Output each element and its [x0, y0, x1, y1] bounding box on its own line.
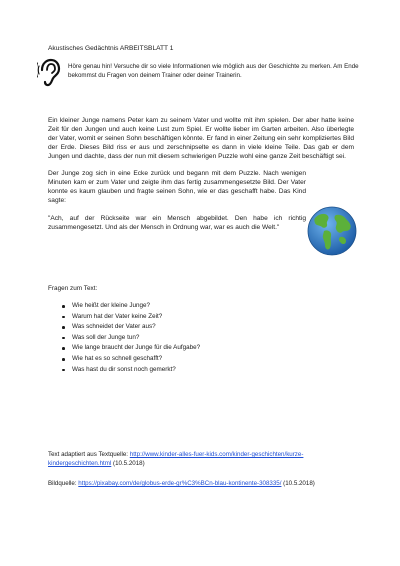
- worksheet-title: Akustisches Gedächtnis ARBEITSBLATT 1: [48, 45, 174, 52]
- questions-list: [60, 301, 200, 375]
- text-source: [48, 450, 358, 468]
- image-source: [48, 479, 358, 488]
- question-item: Wie heißt der kleine Junge?: [60, 301, 200, 312]
- globe-icon: [306, 205, 358, 257]
- text-source-link[interactable]: http://www.kinder-alles-fuer-kids.com/kinder-geschichten/kurze-kindergeschichten.html: [48, 451, 304, 467]
- question-item: Was soll der Junge tun?: [60, 333, 200, 344]
- image-source-date: (10.5.2018): [281, 480, 315, 487]
- text-source-date: (10.5.2018): [111, 460, 145, 467]
- question-item: Was hast du dir sonst noch gemerkt?: [60, 365, 200, 376]
- story-paragraph-1: Ein kleiner Junge namens Peter kam zu seinem Vater und wollte mit ihm spielen. Der aber hatte keine Zeit für den Jungen und auch keine Lust zum Spiel. Er wollte lieber im Garten arbeiten. Also überlegte der Vater, womit er seinen Sohn beschäftigen könnte. Er fand in einer Zeitung ein sehr kompliziertes Bild der Erde. Dieses Bild riss er aus und zerschnipselte es dann in viele kleine Teile. Das gab er dem Jungen und dachte, dass der nun mit diesem schwierigen Puzzle wohl eine ganze Zeit beschäftigt sei.: [48, 117, 354, 160]
- image-source-prefix: Bildquelle:: [48, 480, 79, 487]
- instruction-text: Höre genau hin! Versuche dir so viele Informationen wie möglich aus der Geschichte zu merken. Am Ende bekommst du Fragen von deinem Trainer oder deiner Trainerin.: [68, 63, 359, 79]
- image-source-link[interactable]: https://pixabay.com/de/globus-erde-gr%C3%BCn-blau-kontinente-308335/: [78, 480, 282, 487]
- question-item: Wie hat es so schnell geschafft?: [60, 354, 200, 365]
- question-item: Warum hat der Vater keine Zeit?: [60, 312, 200, 323]
- story-quote: "Ach, auf der Rückseite war ein Mensch abgebildet. Den habe ich richtig zusammengesetzt. Und als der Mensch in Ordnung war, war es auch die Welt.": [48, 215, 306, 231]
- questions-heading: Fragen zum Text:: [48, 285, 98, 292]
- question-item: Wie lange braucht der Junge für die Aufgabe?: [60, 343, 200, 354]
- question-item: Was schneidet der Vater aus?: [60, 322, 200, 333]
- story-paragraph-2: Der Junge zog sich in eine Ecke zurück und begann mit dem Puzzle. Nach wenigen Minuten kam er zum Vater und zeigte ihm das fertig zusammengesetzte Bild. Der Vater konnte es kaum glauben und fragte seinen Sohn, wie er das geschafft habe. Das Kind sagte:: [48, 170, 306, 204]
- text-source-prefix: Text adaptiert aus Textquelle:: [48, 451, 130, 458]
- ear-icon: [37, 58, 61, 88]
